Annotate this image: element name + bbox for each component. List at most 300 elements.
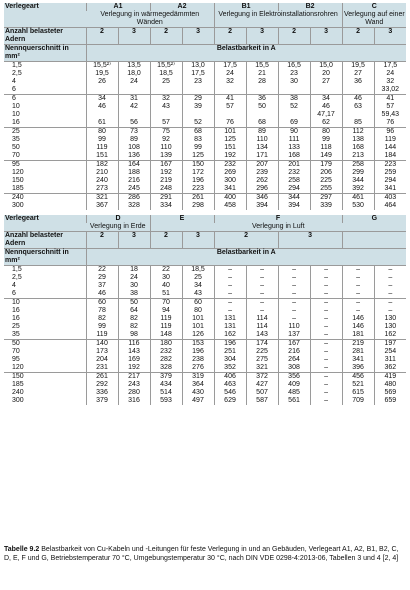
- capacity-value: –: [292, 315, 296, 322]
- cross-section-value: 240: [12, 389, 24, 396]
- capacity-value: 134: [256, 144, 268, 151]
- capacity-value: 36: [354, 78, 362, 85]
- capacity-cell: [374, 194, 406, 211]
- capacity-value: 659: [384, 397, 397, 404]
- capacity-value: [88, 86, 117, 94]
- capacity-value: 341: [224, 185, 236, 192]
- capacity-value: 458: [224, 202, 236, 209]
- anzahl-label: Anzahl belasteter Adern: [4, 28, 86, 45]
- capacity-value: 206: [320, 169, 332, 176]
- capacity-value: 18,0: [127, 70, 141, 77]
- capacity-value: 92: [162, 136, 170, 143]
- cross-section-value: 185: [12, 185, 24, 192]
- capacity-value: 131: [224, 315, 236, 322]
- capacity-value: 70: [162, 299, 170, 306]
- capacity-value: 238: [192, 356, 204, 363]
- capacity-cell: [118, 95, 150, 128]
- capacity-value: 130: [384, 323, 397, 330]
- size-group-row: [4, 373, 406, 406]
- col-g: G: [342, 215, 406, 223]
- capacity-value: 33,02: [381, 86, 400, 93]
- capacity-value: 188: [128, 169, 140, 176]
- capacity-value: 308: [288, 364, 300, 371]
- capacity-value: –: [324, 348, 328, 355]
- capacity-value: 262: [256, 177, 268, 184]
- capacity-value: 615: [352, 389, 364, 396]
- capacity-cell: [150, 373, 182, 406]
- capacity-value: 43: [162, 103, 170, 110]
- capacity-value: 46: [322, 103, 330, 110]
- cross-section-value: 70: [12, 152, 20, 159]
- cross-section-value: 120: [12, 169, 24, 176]
- nennquerschnitt-label-2: Nennquerschnitt in mm²: [4, 249, 86, 266]
- cross-section-value: 2,5: [12, 274, 22, 281]
- capacity-value: –: [324, 381, 328, 388]
- capacity-value: 15,5: [255, 62, 269, 69]
- cross-section-cell: [4, 266, 86, 299]
- capacity-value: 254: [384, 348, 397, 355]
- col-d: D: [86, 215, 150, 223]
- capacity-value: 42: [130, 103, 138, 110]
- capacity-value: –: [228, 299, 232, 306]
- capacity-value: 282: [160, 356, 172, 363]
- size-group-row: [4, 161, 406, 194]
- capacity-cell: [182, 340, 214, 373]
- capacity-value: 24: [130, 78, 138, 85]
- capacity-value: 394: [288, 202, 300, 209]
- capacity-value: –: [388, 290, 393, 297]
- capacity-value: 17,5: [383, 62, 398, 69]
- capacity-value: 294: [384, 177, 397, 184]
- capacity-value: 111: [288, 136, 300, 143]
- capacity-value: 364: [192, 381, 204, 388]
- capacity-value: 149: [320, 152, 332, 159]
- capacity-value: 52: [290, 103, 298, 110]
- capacity-value: –: [356, 266, 360, 273]
- capacity-value: –: [388, 299, 393, 306]
- capacity-value: –: [260, 282, 264, 289]
- capacity-value: 57: [162, 119, 170, 126]
- capacity-value: 430: [192, 389, 204, 396]
- capacity-value: 463: [224, 381, 236, 388]
- capacity-value: 69: [290, 119, 298, 126]
- capacity-value: 24: [386, 70, 395, 77]
- capacity-cell: [118, 266, 150, 299]
- page-content: [4, 3, 406, 405]
- capacity-value: 243: [128, 381, 140, 388]
- capacity-cell: [310, 128, 342, 161]
- col-b2: B2: [278, 3, 342, 11]
- capacity-cell: [278, 299, 310, 340]
- capacity-value: 182: [96, 161, 108, 168]
- capacity-value: 98: [130, 331, 138, 338]
- capacity-cell: [150, 194, 182, 211]
- capacity-value: 281: [352, 348, 364, 355]
- cross-section-value: 240: [12, 194, 24, 201]
- capacity-value: 217: [128, 373, 140, 380]
- capacity-value: 196: [224, 340, 236, 347]
- capacity-value: 223: [384, 161, 397, 168]
- capacity-value: [152, 111, 181, 119]
- capacity-cell: [310, 161, 342, 194]
- capacity-value: –: [260, 307, 264, 314]
- capacity-cell: [278, 62, 310, 95]
- capacity-value: 321: [256, 364, 268, 371]
- capacity-value: 101: [192, 323, 204, 330]
- col-b1: B1: [214, 3, 278, 11]
- desc-waermegedaemmt: Verlegung in wärmegedämmten Wänden: [86, 11, 214, 28]
- capacity-value: 125: [224, 136, 236, 143]
- desc-installationsrohr: Verlegung in Elektroinstallationsrohren: [214, 11, 342, 28]
- capacity-value: 204: [96, 356, 108, 363]
- capacity-value: 372: [256, 373, 268, 380]
- capacity-value: –: [324, 315, 328, 322]
- capacity-value: 341: [384, 185, 397, 192]
- cross-section-value: 10: [12, 299, 20, 306]
- capacity-cell: [214, 194, 246, 211]
- capacity-value: 137: [288, 331, 300, 338]
- capacity-value: 174: [256, 340, 268, 347]
- capacity-value: 339: [320, 202, 332, 209]
- capacity-value: 119: [384, 136, 396, 143]
- capacity-cell: [278, 373, 310, 406]
- adern2-6: 3: [278, 232, 342, 249]
- capacity-value: 153: [192, 340, 204, 347]
- adern-1: 2: [86, 28, 118, 45]
- capacity-value: 146: [352, 323, 364, 330]
- capacity-value: 223: [192, 185, 204, 192]
- capacity-value: 37: [98, 282, 106, 289]
- capacity-value: [344, 111, 373, 119]
- capacity-value: –: [388, 274, 393, 281]
- capacity-value: 52: [194, 119, 202, 126]
- capacity-value: 99: [322, 136, 330, 143]
- capacity-cell: [374, 373, 406, 406]
- capacity-value: 119: [160, 323, 172, 330]
- capacity-value: 232: [160, 348, 172, 355]
- capacity-value: 26: [98, 78, 106, 85]
- capacity-cell: [246, 194, 278, 211]
- capacity-value: 59,43: [381, 111, 400, 118]
- capacity-value: 225: [320, 177, 332, 184]
- cross-section-value: 1,5: [12, 62, 22, 69]
- capacity-value: 101: [224, 128, 236, 135]
- capacity-cell: [118, 299, 150, 340]
- capacity-value: –: [292, 307, 296, 314]
- capacity-value: 18: [130, 266, 138, 273]
- capacity-value: 258: [288, 177, 300, 184]
- capacity-value: –: [260, 290, 264, 297]
- capacity-value: 427: [256, 381, 268, 388]
- capacity-value: –: [388, 307, 393, 314]
- capacity-value: 172: [192, 169, 204, 176]
- capacity-value: 144: [384, 144, 397, 151]
- capacity-cell: [374, 62, 406, 95]
- capacity-cell: [182, 299, 214, 340]
- cross-section-value: 50: [12, 340, 20, 347]
- capacity-value: 167: [288, 340, 300, 347]
- capacity-value: 32: [162, 95, 170, 102]
- cross-section-cell: [4, 161, 86, 194]
- capacity-value: 82: [130, 323, 138, 330]
- capacity-value: 25: [162, 78, 170, 85]
- capacity-value: 22: [162, 266, 170, 273]
- capacity-value: 593: [160, 397, 172, 404]
- capacity-value: 60: [194, 299, 202, 306]
- capacity-cell: [182, 194, 214, 211]
- cross-section-value: 300: [12, 202, 24, 209]
- capacity-value: 587: [256, 397, 268, 404]
- capacity-value: –: [260, 266, 264, 273]
- capacity-cell: [278, 161, 310, 194]
- capacity-value: 15,5²⁾: [157, 62, 175, 69]
- capacity-value: [280, 111, 309, 119]
- size-group-row: [4, 95, 406, 128]
- capacity-cell: [150, 128, 182, 161]
- cross-section-value: 16: [12, 119, 20, 126]
- cross-section-cell: [4, 299, 86, 340]
- capacity-value: [248, 111, 277, 119]
- capacity-cell: [86, 128, 118, 161]
- capacity-value: 464: [384, 202, 397, 209]
- capacity-value: 232: [288, 169, 300, 176]
- capacity-value: 321: [96, 194, 108, 201]
- capacity-cell: [150, 95, 182, 128]
- capacity-cell: [342, 161, 374, 194]
- table2-body: [4, 266, 406, 406]
- capacity-value: 80: [98, 128, 106, 135]
- desc-luft: Verlegung in Luft: [150, 223, 406, 232]
- capacity-value: 162: [384, 331, 397, 338]
- col-c: C: [342, 3, 406, 11]
- belastbarkeit-label: Belastbarkeit in A: [86, 45, 406, 62]
- capacity-value: 34: [98, 95, 106, 102]
- capacity-value: 179: [320, 161, 332, 168]
- capacity-value: 112: [352, 128, 364, 135]
- desc-auf-wand: Verlegung auf einer Wand: [343, 11, 405, 26]
- capacity-value: 219: [160, 177, 172, 184]
- cross-section-cell: [4, 128, 86, 161]
- capacity-value: 18,5: [191, 266, 205, 273]
- cross-section-value: 120: [12, 364, 24, 371]
- capacity-cell: [182, 161, 214, 194]
- capacity-cell: [86, 194, 118, 211]
- verlegeart-label: Verlegeart: [4, 3, 86, 28]
- capacity-value: [88, 111, 117, 119]
- capacity-value: 394: [256, 202, 268, 209]
- capacity-value: 18,5: [159, 70, 173, 77]
- capacity-value: 39: [194, 103, 202, 110]
- capacity-value: –: [356, 282, 360, 289]
- cross-section-value: 185: [12, 381, 24, 388]
- capacity-value: –: [324, 389, 328, 396]
- capacity-cell: [182, 95, 214, 128]
- capacity-cell: [86, 299, 118, 340]
- capacity-cell: [214, 299, 246, 340]
- capacity-value: 239: [256, 169, 268, 176]
- capacity-value: 28: [258, 78, 266, 85]
- capacity-value: 68: [258, 119, 266, 126]
- adern-2: 3: [118, 28, 150, 45]
- size-group-row: [4, 266, 406, 299]
- capacity-value: 24: [130, 274, 138, 281]
- capacity-value: –: [388, 266, 393, 273]
- capacity-value: 76: [386, 119, 395, 126]
- capacity-value: –: [356, 274, 360, 281]
- capacity-value: 60: [98, 299, 106, 306]
- capacity-value: 169: [128, 356, 140, 363]
- capacity-value: 264: [288, 356, 300, 363]
- capacity-value: [312, 86, 341, 94]
- capacity-value: 89: [130, 136, 138, 143]
- capacity-value: –: [324, 299, 328, 306]
- cross-section-cell: [4, 194, 86, 211]
- capacity-value: 76: [226, 119, 234, 126]
- capacity-value: 167: [160, 161, 172, 168]
- capacity-value: 23: [290, 70, 298, 77]
- adern-4: 3: [182, 28, 214, 45]
- capacity-value: 101: [192, 315, 204, 322]
- capacity-value: 64: [130, 307, 138, 314]
- capacity-cell: [278, 128, 310, 161]
- adern2-3: 2: [150, 232, 182, 249]
- capacity-value: 114: [256, 315, 268, 322]
- capacity-value: 561: [288, 397, 300, 404]
- capacity-cell: [150, 62, 182, 95]
- capacity-value: 118: [320, 144, 332, 151]
- capacity-value: 275: [256, 356, 268, 363]
- capacity-value: 164: [128, 161, 140, 168]
- capacity-value: 150: [192, 161, 204, 168]
- capacity-value: –: [228, 274, 232, 281]
- capacity-value: 294: [288, 185, 300, 192]
- capacity-value: 50: [130, 299, 138, 306]
- capacity-value: 34: [194, 282, 202, 289]
- capacity-value: –: [292, 290, 296, 297]
- capacity-value: 24: [226, 70, 234, 77]
- capacity-value: 119: [160, 315, 172, 322]
- capacity-value: –: [260, 274, 264, 281]
- capacity-value: 299: [352, 169, 364, 176]
- capacity-value: –: [292, 274, 296, 281]
- capacity-value: –: [356, 299, 360, 306]
- capacity-cell: [342, 373, 374, 406]
- capacity-cell: [342, 62, 374, 95]
- capacity-cell: [246, 299, 278, 340]
- capacity-cell: [310, 62, 342, 95]
- capacity-value: 20: [322, 70, 330, 77]
- capacity-value: –: [356, 290, 360, 297]
- capacity-value: –: [324, 340, 328, 347]
- size-group-row: [4, 299, 406, 340]
- capacity-value: 216: [288, 348, 300, 355]
- capacity-value: 89: [258, 128, 266, 135]
- capacity-value: 151: [224, 144, 236, 151]
- capacity-value: 47,17: [317, 111, 335, 118]
- capacity-value: –: [324, 364, 328, 371]
- capacity-value: 297: [320, 194, 332, 201]
- size-group-row: [4, 62, 406, 95]
- capacity-value: –: [228, 282, 232, 289]
- capacity-value: 16,5: [287, 62, 301, 69]
- capacity-value: 146: [352, 315, 364, 322]
- capacity-value: –: [292, 299, 296, 306]
- capacity-value: 119: [96, 144, 108, 151]
- cross-section-value: 6: [12, 95, 16, 102]
- capacity-cell: [86, 340, 118, 373]
- size-group-row: [4, 128, 406, 161]
- capacity-value: 82: [130, 315, 138, 322]
- capacity-cell: [214, 340, 246, 373]
- capacity-value: 261: [96, 373, 108, 380]
- cross-section-cell: [4, 62, 86, 95]
- capacity-cell: [246, 128, 278, 161]
- capacity-value: 184: [384, 152, 397, 159]
- capacity-value: 143: [256, 331, 268, 338]
- adern-9: 2: [342, 28, 374, 45]
- cross-section-value: 300: [12, 397, 24, 404]
- capacity-value: 356: [288, 373, 300, 380]
- cross-section-value: 150: [12, 373, 24, 380]
- capacity-cell: [86, 161, 118, 194]
- capacity-value: 15,0: [319, 62, 333, 69]
- capacity-value: –: [292, 282, 296, 289]
- capacity-value: 13,5: [127, 62, 141, 69]
- capacity-cell: [246, 62, 278, 95]
- capacity-value: –: [228, 307, 232, 314]
- capacity-value: 406: [224, 373, 236, 380]
- capacity-cell: [278, 95, 310, 128]
- capacity-value: 168: [288, 152, 300, 159]
- capacity-cell: [342, 194, 374, 211]
- capacity-cell: [118, 128, 150, 161]
- capacity-value: 259: [384, 169, 397, 176]
- capacity-value: [280, 86, 309, 94]
- capacity-value: 110: [160, 144, 172, 151]
- capacity-value: 168: [352, 144, 364, 151]
- capacity-value: 269: [224, 169, 236, 176]
- capacity-value: 379: [96, 397, 108, 404]
- capacity-value: 140: [96, 340, 108, 347]
- cross-section-value: 70: [12, 348, 20, 355]
- capacity-value: 328: [160, 364, 172, 371]
- capacity-value: 344: [352, 177, 364, 184]
- capacity-value: 261: [192, 194, 204, 201]
- capacity-cell: [310, 299, 342, 340]
- cross-section-value: 50: [12, 144, 20, 151]
- capacity-value: 273: [96, 185, 108, 192]
- capacity-value: 80: [322, 128, 330, 135]
- capacity-value: –: [228, 290, 232, 297]
- capacity-value: 400: [224, 194, 236, 201]
- capacity-value: 27: [354, 70, 362, 77]
- capacity-cell: [342, 299, 374, 340]
- capacity-value: 232: [224, 161, 236, 168]
- capacity-cell: [342, 95, 374, 128]
- capacity-value: 148: [160, 331, 172, 338]
- capacity-value: 304: [224, 356, 236, 363]
- capacity-cell: [182, 266, 214, 299]
- capacity-value: 83: [194, 136, 202, 143]
- capacity-cell: [246, 95, 278, 128]
- capacity-value: 131: [224, 323, 236, 330]
- cross-section-cell: [4, 340, 86, 373]
- capacity-value: 181: [352, 331, 364, 338]
- capacity-value: 251: [224, 348, 236, 355]
- capacity-value: 709: [352, 397, 364, 404]
- capacity-value: 344: [288, 194, 300, 201]
- capacity-cell: [374, 128, 406, 161]
